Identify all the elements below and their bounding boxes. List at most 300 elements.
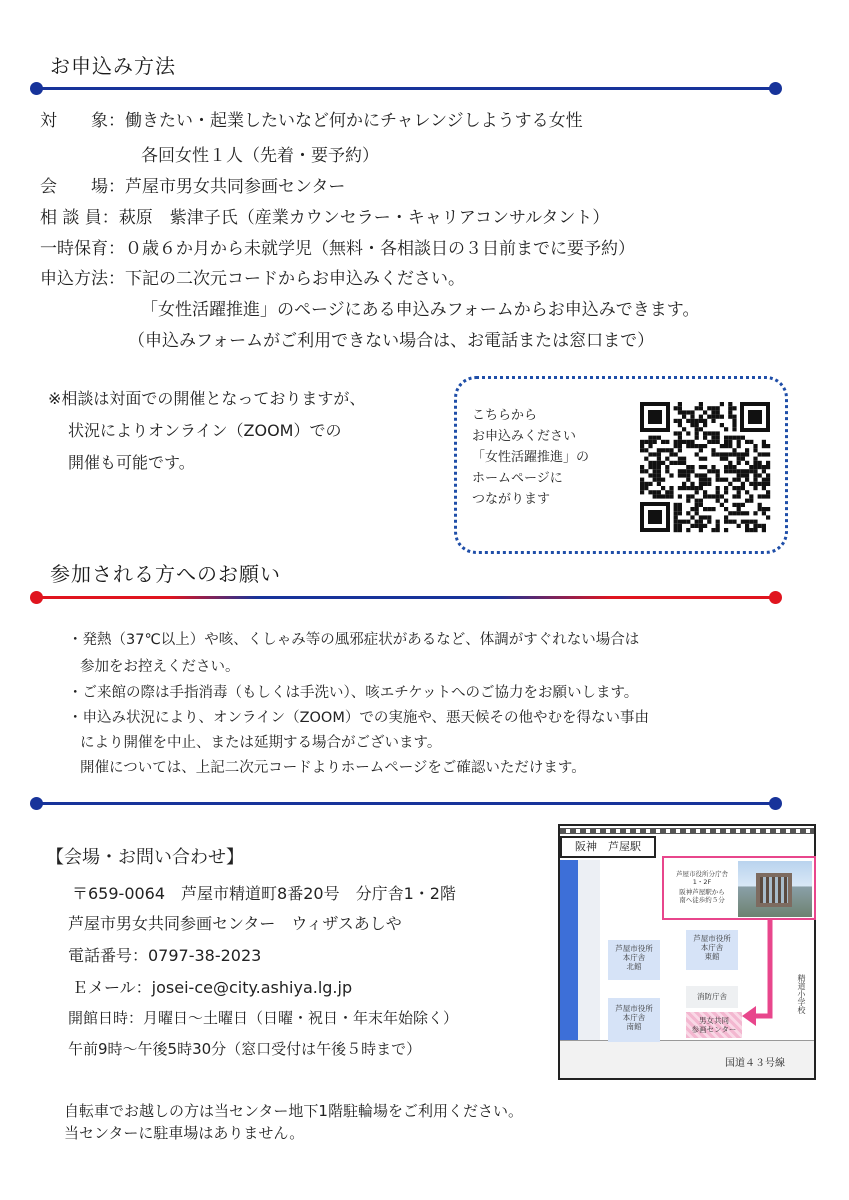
qr-module [644,457,648,461]
row-label: 対 象： [40,111,125,131]
qr-module [716,478,720,482]
qr-module [724,452,728,456]
qr-module [766,465,770,469]
qr-module [686,444,690,448]
qr-module [699,486,703,490]
qr-module [758,494,762,498]
qr-module [653,461,657,465]
qr-module [648,461,652,465]
qr-module [699,524,703,528]
qr-module [720,478,724,482]
qr-module [674,444,678,448]
qr-module [732,465,736,469]
qr-module [699,465,703,469]
qr-module [728,406,732,410]
qr-module [766,473,770,477]
qr-module [724,515,728,519]
map-center-building: 男女共同 参画センター [686,1012,742,1038]
qr-module [732,423,736,427]
qr-module [707,494,711,498]
qr-module [737,444,741,448]
row-value: 「女性活躍推進」のページにある申込みフォームからお申込みできます。 [141,300,700,320]
qr-module [758,507,762,511]
map-annex-note-4: 南へ徒歩約５分 [679,896,725,904]
qr-module [737,507,741,511]
qr-module [728,440,732,444]
qr-module [711,436,715,440]
venue-row [40,176,345,198]
qr-module [716,469,720,473]
qr-module [690,415,694,419]
qr-module [716,452,720,456]
map-south-building: 芦屋市役所 本庁舎 南館 [608,998,660,1042]
map-school-label: 精道小学校 [797,974,806,1014]
qr-module [678,444,682,448]
qr-module [707,415,711,419]
qr-module [678,419,682,423]
qr-module [753,478,757,482]
qr-module [678,503,682,507]
row-value: 萩原 紫津子氏（産業カウンセラー・キャリアコンサルタント） [118,208,610,228]
qr-module [678,457,682,461]
qr-module [724,440,728,444]
qr-module [665,448,669,452]
contact-email[interactable]: Ｅメール：josei-ce@city.ashiya.lg.jp [72,978,353,997]
qr-module [732,448,736,452]
target-row-2 [141,145,379,167]
qr-module [648,465,652,469]
qr-module [686,431,690,435]
qr-module [741,436,745,440]
qr-module [686,465,690,469]
qr-module [686,499,690,503]
qr-module [716,436,720,440]
qr-module [695,499,699,503]
counselor-row [40,207,609,229]
map-annex-note-2: 1・2F [692,878,712,886]
qr-module [648,444,652,448]
qr-module [707,520,711,524]
qr-module [758,524,762,528]
map-route-arrow [740,920,780,1030]
row-value: 働きたい・起業したいなど何かにチャレンジしようする女性 [125,111,583,131]
qr-module [657,494,661,498]
qr-module [737,436,741,440]
qr-module [690,419,694,423]
qr-module [753,473,757,477]
qr-module [657,436,661,440]
qr-module [753,448,757,452]
qr-module [657,448,661,452]
qr-module [690,515,694,519]
qr-module [661,494,665,498]
qr-module [728,520,732,524]
qr-module [669,448,673,452]
qr-module [741,469,745,473]
qr-module [644,440,648,444]
row-label: 会 場： [40,177,125,197]
qr-module [695,436,699,440]
qr-module [699,402,703,406]
qr-module [724,478,728,482]
qr-module [674,419,678,423]
qr-module [699,528,703,532]
qr-module [665,469,669,473]
method-row-3 [128,330,654,352]
qr-module [720,457,724,461]
qr-module [653,436,657,440]
qr-module [711,431,715,435]
qr-module [762,494,766,498]
qr-module [753,465,757,469]
qr-module [690,465,694,469]
qr-module [741,486,745,490]
qr-module [674,503,678,507]
qr-module [741,511,745,515]
qr-module [762,507,766,511]
qr-module [745,524,749,528]
qr-module [707,478,711,482]
qr-module [640,486,644,490]
qr-module [724,499,728,503]
target-row [40,110,583,132]
qr-module [720,494,724,498]
online-note-1: ※相談は対面での開催となっておりますが、 [48,389,366,408]
qr-module [732,520,736,524]
qr-text-5: つながります [472,492,551,507]
qr-module [690,494,694,498]
request-line-5: により開催を中止、または延期する場合がございます。 [80,735,442,751]
qr-module [732,415,736,419]
qr-module [648,452,652,456]
qr-module [749,499,753,503]
row-value: ０歳６か月から未就学児（無料・各相談日の３日前までに要予約） [125,239,635,259]
qr-module [674,452,678,456]
qr-module [766,507,770,511]
qr-module [682,486,686,490]
qr-module [703,436,707,440]
qr-module [703,494,707,498]
qr-module [674,507,678,511]
qr-module [690,482,694,486]
qr-module [749,482,753,486]
qr-module [678,423,682,427]
qr-module [732,486,736,490]
qr-module [682,410,686,414]
qr-module [741,482,745,486]
qr-module [753,461,757,465]
qr-module [690,440,694,444]
qr-module [724,486,728,490]
request-line-4: ・申込み状況により、オンライン（ZOOM）での実施や、悪天候その他やむを得ない事由 [68,710,650,726]
contact-center-name: 芦屋市男女共同参画センター ウィザスあしや [68,914,402,933]
qr-module [749,465,753,469]
footer-parking-note: 当センターに駐車場はありません。 [64,1124,305,1142]
qr-module [653,465,657,469]
row-label: 申込方法： [40,269,125,289]
qr-module [728,511,732,515]
qr-module [648,440,652,444]
qr-module [749,469,753,473]
qr-module [766,494,770,498]
qr-module [758,461,762,465]
qr-module [690,507,694,511]
qr-module [678,524,682,528]
qr-module [686,520,690,524]
divider-dot-left [30,82,43,95]
qr-module [707,515,711,519]
qr-module [749,520,753,524]
qr-module [732,469,736,473]
map-road [578,860,600,1040]
qr-module [724,469,728,473]
qr-module [728,452,732,456]
qr-module [745,520,749,524]
qr-module [737,469,741,473]
qr-module [695,406,699,410]
qr-module [686,469,690,473]
qr-module [766,452,770,456]
qr-module [703,465,707,469]
qr-module [703,410,707,414]
qr-module [699,448,703,452]
contact-address: 〒659-0064 芦屋市精道町8番20号 分庁舎1・2階 [72,884,456,903]
qr-module [707,507,711,511]
qr-module [716,486,720,490]
qr-module [695,419,699,423]
qr-module [661,486,665,490]
qr-module [724,507,728,511]
qr-module [640,482,644,486]
qr-module [644,482,648,486]
qr-module [711,465,715,469]
apply-divider [36,87,776,90]
qr-module [678,461,682,465]
qr-module [674,406,678,410]
qr-module [745,478,749,482]
qr-module [728,436,732,440]
qr-module [745,511,749,515]
qr-module [732,427,736,431]
qr-module [674,511,678,515]
qr-module [653,452,657,456]
map-route-label: 国道４３号線 [725,1058,785,1069]
qr-code[interactable] [638,400,772,534]
qr-module [724,465,728,469]
qr-module [762,465,766,469]
qr-module [711,507,715,511]
qr-module [657,482,661,486]
qr-module [745,452,749,456]
qr-module [703,419,707,423]
qr-module [732,503,736,507]
request-line-6: 開催については、上記二次元コードよりホームページをご確認いただけます。 [80,760,586,776]
qr-module [674,520,678,524]
qr-module [695,423,699,427]
annex-building-photo [738,861,812,917]
map-railway [560,828,814,834]
qr-module [686,478,690,482]
qr-module [745,448,749,452]
qr-module [732,419,736,423]
qr-module [665,465,669,469]
qr-module [644,469,648,473]
qr-module [699,515,703,519]
qr-module [716,494,720,498]
qr-module [699,520,703,524]
qr-module [703,482,707,486]
qr-module [674,528,678,532]
map-fire-station: 消防庁舎 [686,986,738,1008]
map-east-building: 芦屋市役所 本庁舎 東館 [686,930,738,970]
qr-module [699,499,703,503]
map-station-label: 阪神 芦屋駅 [560,836,656,858]
qr-module [640,490,644,494]
qr-module [653,469,657,473]
qr-module [741,520,745,524]
qr-module [690,524,694,528]
qr-module [732,452,736,456]
qr-module [728,469,732,473]
qr-module [648,482,652,486]
qr-module [682,415,686,419]
divider-dot-right [769,82,782,95]
qr-module [661,440,665,444]
qr-module [762,482,766,486]
qr-module [762,440,766,444]
qr-module [741,457,745,461]
qr-module [690,469,694,473]
qr-module [707,431,711,435]
qr-module [695,507,699,511]
qr-module [711,494,715,498]
qr-module [762,524,766,528]
qr-module [711,448,715,452]
qr-module [695,490,699,494]
qr-module [728,465,732,469]
qr-module [653,478,657,482]
qr-module [695,511,699,515]
qr-module [699,419,703,423]
qr-module [648,436,652,440]
qr-module [678,406,682,410]
qr-module [695,431,699,435]
qr-module [703,507,707,511]
map-annex-note-3: 阪神芦屋駅から [679,888,725,896]
contact-divider [36,802,776,805]
contact-title: 【会場・お問い合わせ】 [46,847,244,868]
divider-dot-right [769,797,782,810]
qr-module [682,473,686,477]
qr-module [686,494,690,498]
qr-module [686,410,690,414]
qr-module [644,486,648,490]
qr-module [699,444,703,448]
qr-module [762,452,766,456]
qr-module [678,528,682,532]
method-row [40,268,465,290]
qr-module [711,469,715,473]
request-section-title: 参加される方へのお願い [50,562,281,586]
qr-module [699,427,703,431]
qr-module [678,431,682,435]
footer-bicycle-note: 自転車でお越しの方は当センター地下1階駐輪場をご利用ください。 [64,1102,523,1120]
qr-module [665,490,669,494]
row-label: 相 談 員： [40,208,119,228]
contact-hours-time: 午前9時～午後5時30分（窓口受付は午後５時まで） [68,1040,422,1058]
qr-module [699,415,703,419]
qr-module [703,444,707,448]
qr-module [749,440,753,444]
qr-module [686,440,690,444]
qr-module [678,469,682,473]
map-north-building: 芦屋市役所 本庁舎 北館 [608,940,660,980]
qr-module [716,473,720,477]
qr-module [762,486,766,490]
method-row-2 [141,299,699,321]
row-value: 下記の二次元コードからお申込みください。 [125,269,465,289]
qr-module [669,452,673,456]
request-line-3: ・ご来館の際は手指消毒（もしくは手洗い）、咳エチケットへのご協力をお願いします。 [68,685,639,701]
request-line-2: 参加をお控えください。 [80,659,240,675]
qr-module [703,431,707,435]
qr-module [661,448,665,452]
qr-module [640,440,644,444]
qr-module [682,482,686,486]
qr-module [686,419,690,423]
childcare-row [40,238,635,260]
qr-module [737,452,741,456]
qr-module [665,494,669,498]
qr-module [640,465,644,469]
map-annex-note-1: 芦屋市役所分庁舎 [676,870,728,878]
qr-module [753,457,757,461]
qr-module [657,478,661,482]
qr-module [728,482,732,486]
qr-module [678,440,682,444]
qr-module [724,528,728,532]
qr-module [737,511,741,515]
qr-module [716,415,720,419]
qr-module [762,444,766,448]
qr-module [661,478,665,482]
qr-module [674,431,678,435]
qr-module [653,473,657,477]
qr-module [728,410,732,414]
qr-module [732,436,736,440]
qr-module [724,444,728,448]
qr-module [758,465,762,469]
qr-module [753,482,757,486]
qr-module [678,520,682,524]
qr-module [762,511,766,515]
qr-module [745,473,749,477]
qr-module [716,499,720,503]
qr-module [753,469,757,473]
qr-module [678,507,682,511]
qr-module [699,503,703,507]
qr-module [737,440,741,444]
qr-module [703,423,707,427]
qr-module [648,490,652,494]
contact-phone[interactable]: 電話番号：0797-38-2023 [68,946,262,965]
qr-module [703,473,707,477]
qr-module [699,406,703,410]
qr-module [758,503,762,507]
qr-module [657,457,661,461]
qr-module [703,490,707,494]
qr-module [720,503,724,507]
